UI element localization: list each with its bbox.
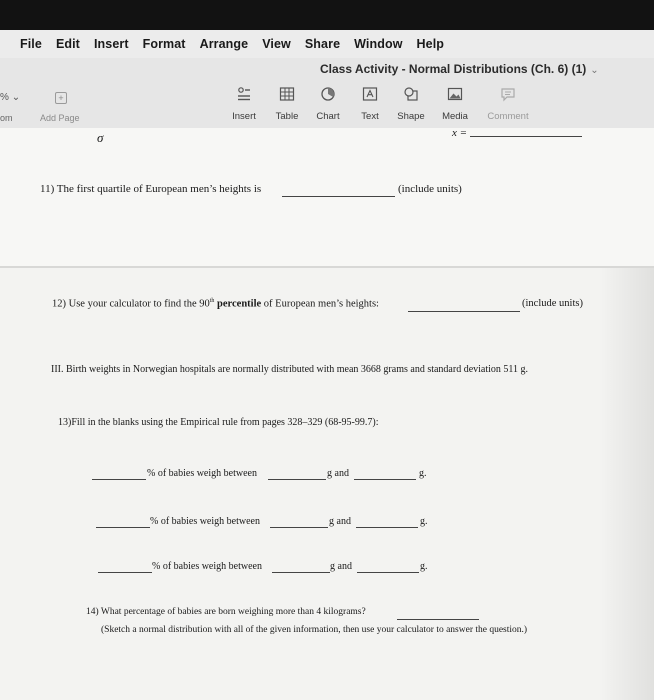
question-13: 13)Fill in the blanks using the Empirical rule from pages 328–329 (68-95-99.7): (58, 417, 379, 428)
insert-icon (236, 86, 252, 102)
chevron-down-icon[interactable]: ⌄ (590, 65, 599, 76)
zoom-value: % (0, 92, 9, 103)
sigma-symbol: σ (97, 130, 104, 145)
q12-text-c: of European men’s heights: (263, 298, 379, 310)
q14-instructions: (Sketch a normal distribution with all of the given information, then use your calculator to answer the question.) (101, 625, 528, 635)
comment-button[interactable] (484, 86, 532, 122)
row3-g-and: g and (330, 561, 352, 572)
add-page-icon[interactable]: + (55, 92, 67, 104)
menu-edit[interactable]: Edit (55, 37, 80, 51)
row2-g: g. (420, 516, 428, 527)
media-icon (447, 86, 463, 102)
zoom-dropdown[interactable] (0, 92, 20, 103)
table-icon (279, 86, 295, 102)
row2-lower-blank[interactable] (270, 527, 328, 528)
row2-percent-blank[interactable] (96, 527, 150, 528)
chart-button[interactable] (306, 86, 350, 122)
q12-superscript: th (209, 298, 215, 304)
menu-help[interactable]: Help (416, 37, 445, 51)
insert-label: Insert (232, 111, 256, 122)
menu-view[interactable]: View (262, 37, 291, 51)
q12-percentile-word: percentile (217, 298, 262, 310)
shape-label: Shape (397, 111, 425, 122)
document-title (320, 62, 599, 76)
question-11: 11) The first quartile of European men’s heights is (40, 183, 262, 195)
question-12 (52, 298, 379, 310)
menu-insert[interactable]: Insert (93, 37, 129, 51)
row3-g: g. (420, 561, 428, 572)
screen-top-bezel (0, 0, 654, 30)
toolbar (0, 58, 654, 129)
q12-text-a: 12) Use your calculator to find the 90 (52, 298, 210, 310)
row3-label: % of babies weigh between (152, 561, 262, 572)
media-label: Media (442, 111, 468, 122)
q11-units-note: (include units) (398, 183, 462, 195)
question-14: 14) What percentage of babies are born weighing more than 4 kilograms? (86, 607, 366, 617)
row2-g-and: g and (329, 516, 351, 527)
document-title-text: Class Activity - Normal Distributions (Ch. 6) (1) (320, 62, 587, 76)
menu-file[interactable]: File (20, 37, 42, 51)
chart-label: Chart (316, 111, 340, 122)
x-equals-label: x = (452, 127, 468, 139)
row1-g: g. (419, 468, 427, 479)
shape-icon (403, 86, 419, 102)
q12-answer-blank[interactable] (408, 311, 520, 312)
page-edge-shadow (600, 268, 654, 700)
text-label: Text (361, 111, 379, 122)
text-button[interactable] (348, 86, 392, 122)
zoom-label: om (0, 113, 13, 123)
section-iii-prompt: III. Birth weights in Norwegian hospitals are normally distributed with mean 3668 grams and standard deviation 511 g. (51, 364, 529, 375)
comment-label: Comment (487, 111, 529, 122)
add-page-label: Add Page (40, 113, 80, 123)
row1-lower-blank[interactable] (268, 479, 326, 480)
row1-label: % of babies weigh between (147, 468, 257, 479)
menu-format[interactable]: Format (142, 37, 186, 51)
document-page-section-2 (0, 268, 654, 700)
text-box-icon (362, 86, 378, 102)
row2-label: % of babies weigh between (150, 516, 260, 527)
menu-arrange[interactable]: Arrange (199, 37, 249, 51)
row1-percent-blank[interactable] (92, 479, 146, 480)
q12-units-note: (include units) (522, 298, 583, 309)
media-button[interactable] (433, 86, 477, 122)
table-label: Table (275, 111, 299, 122)
chart-icon (320, 86, 336, 102)
document-page-section-1 (0, 128, 654, 266)
q14-answer-blank[interactable] (397, 619, 479, 620)
menu-share[interactable]: Share (304, 37, 341, 51)
comment-icon (500, 86, 516, 102)
menu-window[interactable]: Window (354, 37, 403, 51)
row3-upper-blank[interactable] (357, 572, 419, 573)
row1-upper-blank[interactable] (354, 479, 416, 480)
shape-button[interactable] (389, 86, 433, 122)
chevron-down-icon: ⌄ (11, 92, 21, 103)
row3-lower-blank[interactable] (272, 572, 330, 573)
row1-g-and: g and (327, 468, 349, 479)
table-button[interactable] (265, 86, 309, 122)
q11-answer-blank[interactable] (282, 196, 395, 197)
insert-button[interactable] (222, 86, 266, 122)
row2-upper-blank[interactable] (356, 527, 418, 528)
menu-bar (0, 30, 654, 58)
x-answer-blank[interactable] (470, 136, 582, 137)
row3-percent-blank[interactable] (98, 572, 152, 573)
